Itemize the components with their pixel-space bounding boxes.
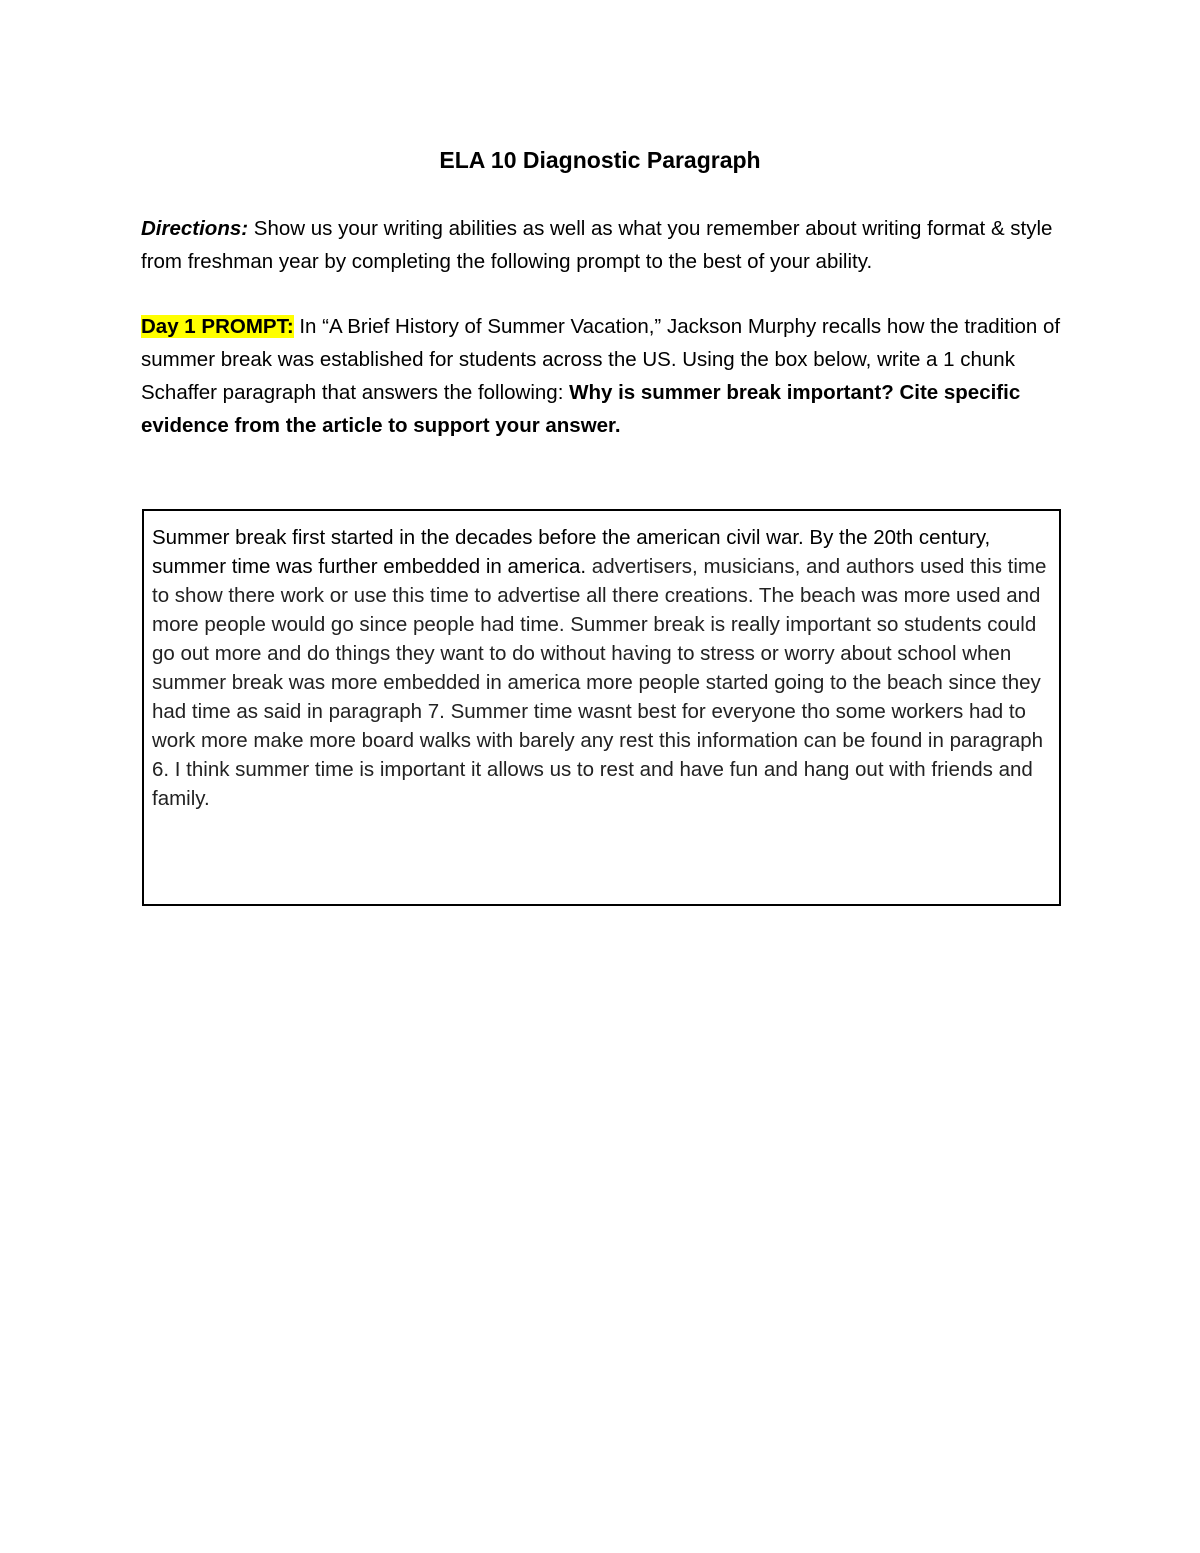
answer-text[interactable] [152, 523, 1054, 813]
answer-text-part-2: advertisers, musicians, and authors used this time to show there work or use this time to advertise all there creations. The beach was more used and more people would go since people had time. Summer break is really important so students could go out more and do things they want to do without having to stress or worry about school when summer break was more embedded in america more people started going to the beach since they had time as said in paragraph 7. Summer time wasnt best for everyone tho some workers had to work more make more board walks with barely any rest this information can be found in paragraph 6. I think summer time is important it allows us to rest and have fun and hang out with friends and family. [152, 555, 1047, 810]
prompt-paragraph [141, 310, 1066, 442]
directions-text: Show us your writing abilities as well as what you remember about writing format & style from freshman year by completing the following prompt to the best of your ability. [141, 217, 1053, 273]
page-title: ELA 10 Diagnostic Paragraph [439, 147, 761, 173]
directions-paragraph [141, 212, 1066, 278]
prompt-question: Why is summer break important? Cite specific evidence from the article to support your answer. [141, 381, 1021, 437]
prompt-label: Day 1 PROMPT: [141, 315, 294, 338]
directions-label: Directions: [141, 217, 249, 240]
prompt-text: In “A Brief History of Summer Vacation,” Jackson Murphy recalls how the tradition of summer break was established for students across the US. Using the box below, write a 1 chunk Schaffer paragraph that answers the following: [141, 315, 1061, 404]
answer-box[interactable] [142, 509, 1061, 906]
answer-text-part-1: Summer break first started in the decades before the american civil war. By the 20th century, summer time was further embedded in america. [152, 526, 991, 578]
